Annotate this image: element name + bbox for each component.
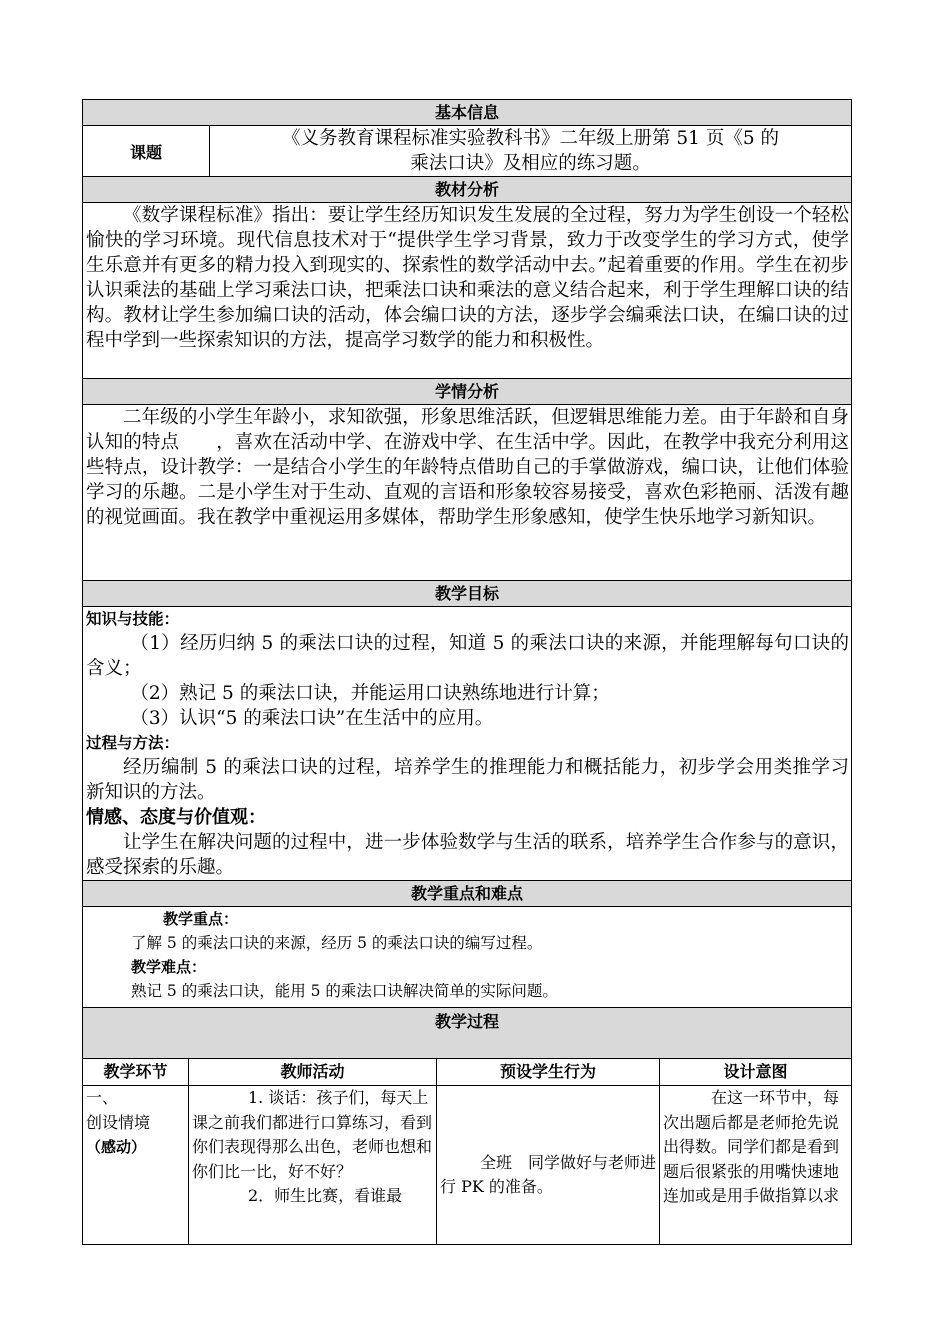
- stage-name: 创设情境: [86, 1112, 151, 1132]
- student-analysis-text: 二年级的小学生年龄小，求知欲强，形象思维活跃，但逻辑思维能力差。由于年龄和自身认知的特点 ，喜欢在活动中学、在游戏中学、在生活中学。因此，在教学中我充分利用这些特点，设计教学：一是结合小学生的年龄特点借助自己的手掌做游戏，编口诀，让他们体验学习的乐趣。二是小学生对于生动、直观的言语和形象较容易接受，喜欢色彩艳丽、活泼有趣的视觉画面。我在教学中重视运用多媒体，帮助学生形象感知，使学生快乐地学习新知识。: [86, 407, 849, 528]
- teacher-activity-2: 2．师生比赛，看谁最: [248, 1186, 403, 1205]
- difficulty-label: 教学难点：: [131, 958, 207, 976]
- basic-info-header: 基本信息: [82, 99, 852, 126]
- process-method-text: 经历编制 5 的乘法口诀的过程，培养学生的推理能力和概括能力，初步学会用类推学习新知识的方法。: [86, 757, 849, 803]
- topic-row: [82, 126, 852, 177]
- stage-tag: （感动）: [86, 1138, 147, 1156]
- difficulty-text: 熟记 5 的乘法口诀，能用 5 的乘法口诀解决简单的实际问题。: [131, 982, 558, 1000]
- student-analysis-cell: [82, 405, 852, 581]
- topic-line-2: 乘法口诀》及相应的练习题。: [410, 153, 651, 174]
- key-points-cell: [82, 907, 852, 1008]
- column-header-stage: 教学环节: [83, 1059, 189, 1085]
- key-points-header: 教学重点和难点: [82, 881, 852, 907]
- teacher-activity-1: 1. 谈话：孩子们，每天上课之前我们都进行口算练习，看到你们表现得那么出色，老师也想和你们比一比，好不好？: [192, 1088, 433, 1181]
- student-analysis-header: 学情分析: [82, 379, 852, 405]
- process-header: 教学过程: [82, 1008, 852, 1059]
- lesson-plan-table: [82, 99, 852, 1245]
- emotion-label: 情感、态度与价值观：: [86, 807, 266, 828]
- material-analysis-header: 教材分析: [82, 177, 852, 203]
- topic-label: 课题: [83, 126, 210, 176]
- knowledge-item-2: （2）熟记 5 的乘法口诀，并能运用口诀熟练地进行计算；: [130, 683, 610, 704]
- teacher-activity-cell: [189, 1086, 437, 1244]
- objectives-header: 教学目标: [82, 581, 852, 607]
- knowledge-label: 知识与技能：: [86, 610, 180, 628]
- process-method-label: 过程与方法：: [86, 734, 180, 752]
- topic-line-1: 《义务教育课程标准实验教科书》二年级上册第 51 页《5 的: [282, 128, 779, 149]
- topic-text: [210, 126, 851, 176]
- focus-label: 教学重点：: [163, 910, 239, 928]
- focus-text: 了解 5 的乘法口诀的来源，经历 5 的乘法口诀的编写过程。: [131, 934, 543, 952]
- knowledge-item-1: （1）经历归纳 5 的乘法口诀的过程，知道 5 的乘法口诀的来源，并能理解每句口诀的含义；: [86, 633, 849, 679]
- process-column-headers: [82, 1059, 852, 1086]
- knowledge-item-3: （3）认识“5 的乘法口诀”在生活中的应用。: [130, 708, 494, 729]
- emotion-text: 让学生在解决问题的过程中，进一步体验数学与生活的联系，培养学生合作参与的意识，感受探索的乐趣。: [86, 832, 849, 878]
- column-header-student: 预设学生行为: [437, 1059, 660, 1085]
- process-row-1: [82, 1086, 852, 1245]
- student-behavior-text: 全班 同学做好与老师进行 PK 的准备。: [440, 1152, 657, 1196]
- stage-cell: [83, 1086, 189, 1244]
- stage-number: 一、: [86, 1088, 119, 1107]
- material-analysis-cell: [82, 203, 852, 379]
- material-analysis-text: 《数学课程标准》指出：要让学生经历知识发生发展的全过程，努力为学生创设一个轻松愉快的学习环境。现代信息技术对于“提供学生学习背景，致力于改变学生的学习方式，使学生乐意并有更多的精力投入到现实的、探索性的数学活动中去。”起着重要的作用。学生在初步认识乘法的基础上学习乘法口诀，把乘法口诀和乘法的意义结合起来，利于学生理解口诀的结构。教材让学生参加编口诀的活动，体会编口诀的方法，逐步学会编乘法口诀，在编口诀的过程中学到一些探索知识的方法，提高学习数学的能力和积极性。: [86, 205, 849, 351]
- design-intent-text: 在这一环节中，每次出题后都是老师抢先说出得数。同学们都是看到题后很紧张的用嘴快速地连加或是用手做指算以求: [663, 1088, 840, 1205]
- column-header-teacher: 教师活动: [189, 1059, 437, 1085]
- student-behavior-cell: [437, 1086, 660, 1244]
- column-header-intent: 设计意图: [723, 1062, 788, 1081]
- objectives-cell: [82, 607, 852, 881]
- design-intent-cell: [660, 1086, 851, 1244]
